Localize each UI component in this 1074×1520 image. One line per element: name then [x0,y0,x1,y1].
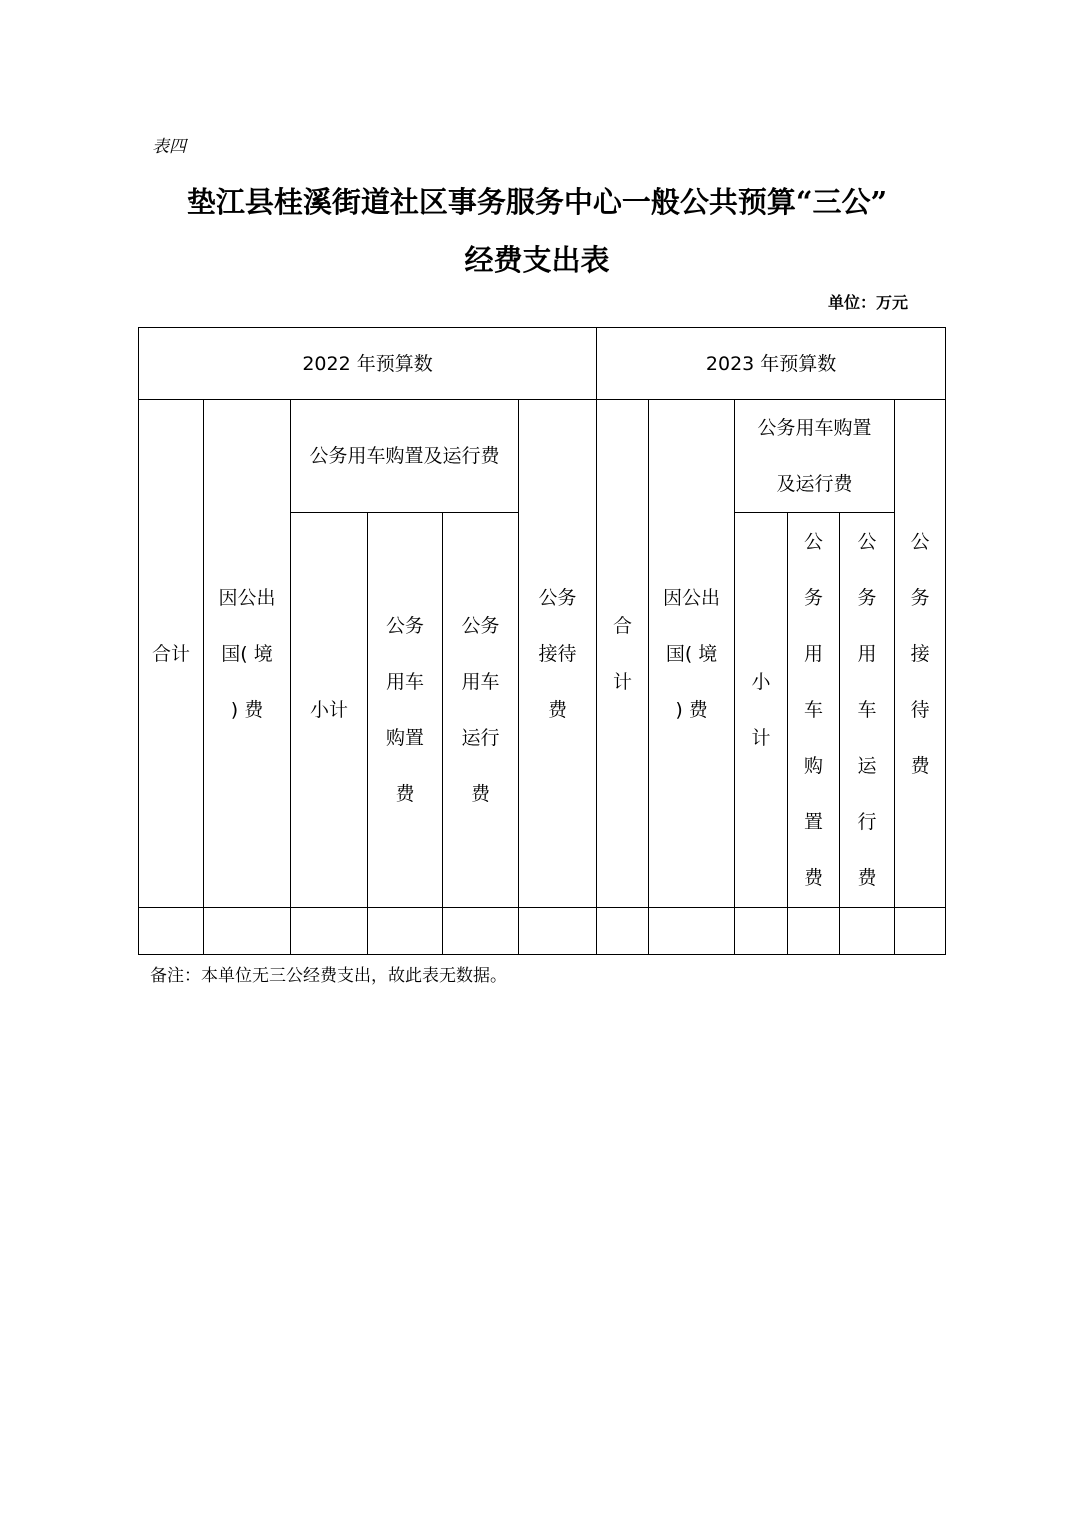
col-abroad-2022: 因公出国( 境 ) 费 [204,400,291,908]
table-cell [139,908,204,955]
unit-label: 单位：万元 [827,293,908,312]
col-vehicle-group-2022: 公务用车购置及运行费 [291,400,519,513]
table-cell [443,908,519,955]
col-vehicle-purchase-2022: 公务用车购置费 [368,513,443,908]
header-2023: 2023 年预算数 [597,328,946,400]
col-vehicle-purchase-2023: 公务用车购置费 [788,513,840,908]
table-label: 表四 [152,137,186,157]
col-reception-2022: 公务接待费 [519,400,597,908]
table-cell [788,908,840,955]
table-cell [368,908,443,955]
page-title: 垫江县桂溪街道社区事务服务中心一般公共预算“三公” [186,185,888,219]
table-row [139,908,946,955]
table-cell [519,908,597,955]
footnote: 备注：本单位无三公经费支出，故此表无数据。 [150,966,507,986]
header-2022: 2022 年预算数 [139,328,597,400]
col-total-2022: 合计 [139,400,204,908]
table-cell [597,908,649,955]
table-cell [291,908,368,955]
budget-table [138,327,946,955]
col-vehicle-group-2023: 公务用车购置及运行费 [735,400,895,513]
col-total-2023: 合计 [597,400,649,908]
table-cell [649,908,735,955]
col-subtotal-2022: 小计 [291,513,368,908]
col-vehicle-operation-2023: 公务用车运行费 [840,513,895,908]
col-subtotal-2023: 小计 [735,513,788,908]
col-reception-2023: 公务接待费 [895,400,946,908]
table-cell [735,908,788,955]
table-cell [204,908,291,955]
page-subtitle: 经费支出表 [464,243,610,277]
col-vehicle-operation-2022: 公务用车运行费 [443,513,519,908]
col-abroad-2023: 因公出国( 境 ) 费 [649,400,735,908]
table-cell [840,908,895,955]
table-cell [895,908,946,955]
